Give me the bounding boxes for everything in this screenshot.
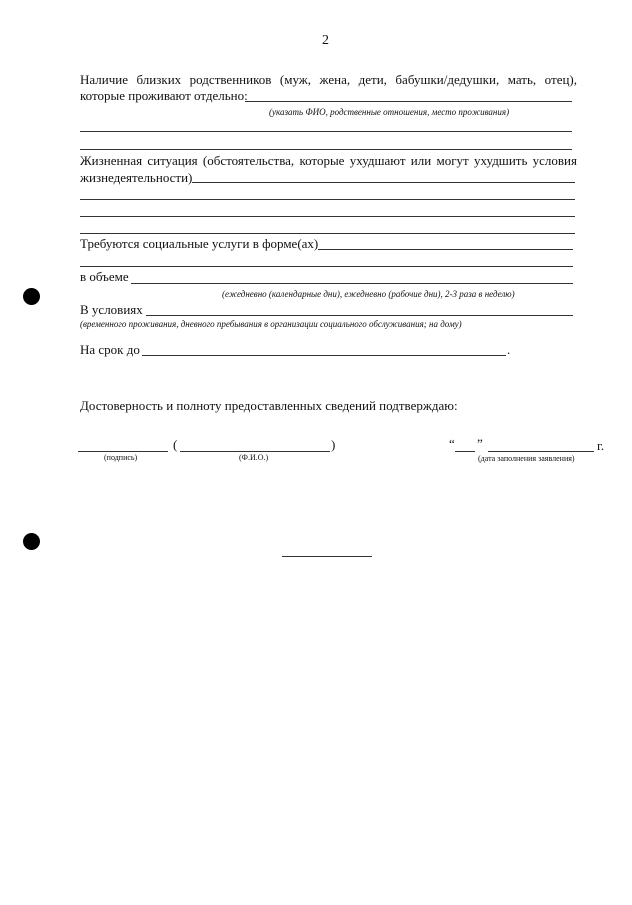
name-open-paren: ( [173, 437, 178, 452]
date-quote-close: ” [477, 436, 483, 451]
relatives-answer-line-3[interactable] [80, 149, 572, 150]
volume-line[interactable] [131, 283, 573, 284]
date-quote-open: “ [449, 436, 455, 451]
term-end-mark: . [507, 342, 511, 357]
relatives-question-line1: Наличие близких родственников (муж, жена, дети, бабушки/дедушки, мать, отец), [80, 72, 577, 87]
date-day-line[interactable] [455, 451, 475, 452]
name-line[interactable] [180, 451, 330, 452]
volume-hint: (ежедневно (календарные дни), ежедневно (рабочие дни), 2-3 раза в неделю) [222, 289, 515, 299]
volume-label: в объеме [80, 269, 129, 284]
closing-separator [282, 556, 372, 557]
conditions-hint: (временного проживания, дневного пребывания в организации социального обслуживания; на дому) [80, 319, 462, 329]
date-month-year-line[interactable] [488, 451, 594, 452]
name-close-paren: ) [331, 437, 336, 452]
confirmation-text: Достоверность и полноту предоставленных сведений подтверждаю: [80, 398, 458, 413]
relatives-hint: (указать ФИО, родственные отношения, место проживания) [269, 107, 510, 117]
services-form-line[interactable] [318, 249, 573, 250]
name-caption: (Ф.И.О.) [239, 453, 269, 462]
situation-answer-line-2[interactable] [80, 199, 575, 200]
page-number: 2 [322, 33, 329, 48]
relatives-question-line2: которые проживают отдельно: [80, 88, 248, 103]
conditions-label: В условиях [80, 302, 143, 317]
situation-question-line2: жизнедеятельности) [80, 170, 193, 185]
term-label: На срок до [80, 342, 140, 357]
signature-line[interactable] [78, 451, 168, 452]
term-line[interactable] [142, 355, 506, 356]
situation-answer-line-4[interactable] [80, 233, 575, 234]
punch-hole-top [23, 288, 40, 305]
year-suffix: г. [597, 438, 605, 453]
situation-answer-line-3[interactable] [80, 216, 575, 217]
services-form-label: Требуются социальные услуги в форме(ах) [80, 236, 319, 251]
signature-caption: (подпись) [104, 453, 138, 462]
punch-hole-bottom [23, 533, 40, 550]
date-caption: (дата заполнения заявления) [478, 454, 575, 463]
conditions-line[interactable] [146, 315, 573, 316]
situation-answer-line[interactable] [192, 182, 575, 183]
services-form-line-2[interactable] [80, 266, 573, 267]
relatives-answer-line-2[interactable] [80, 131, 572, 132]
situation-question-line1: Жизненная ситуация (обстоятельства, которые ухудшают или могут ухудшить условия [80, 153, 577, 168]
relatives-answer-line[interactable] [245, 101, 572, 102]
